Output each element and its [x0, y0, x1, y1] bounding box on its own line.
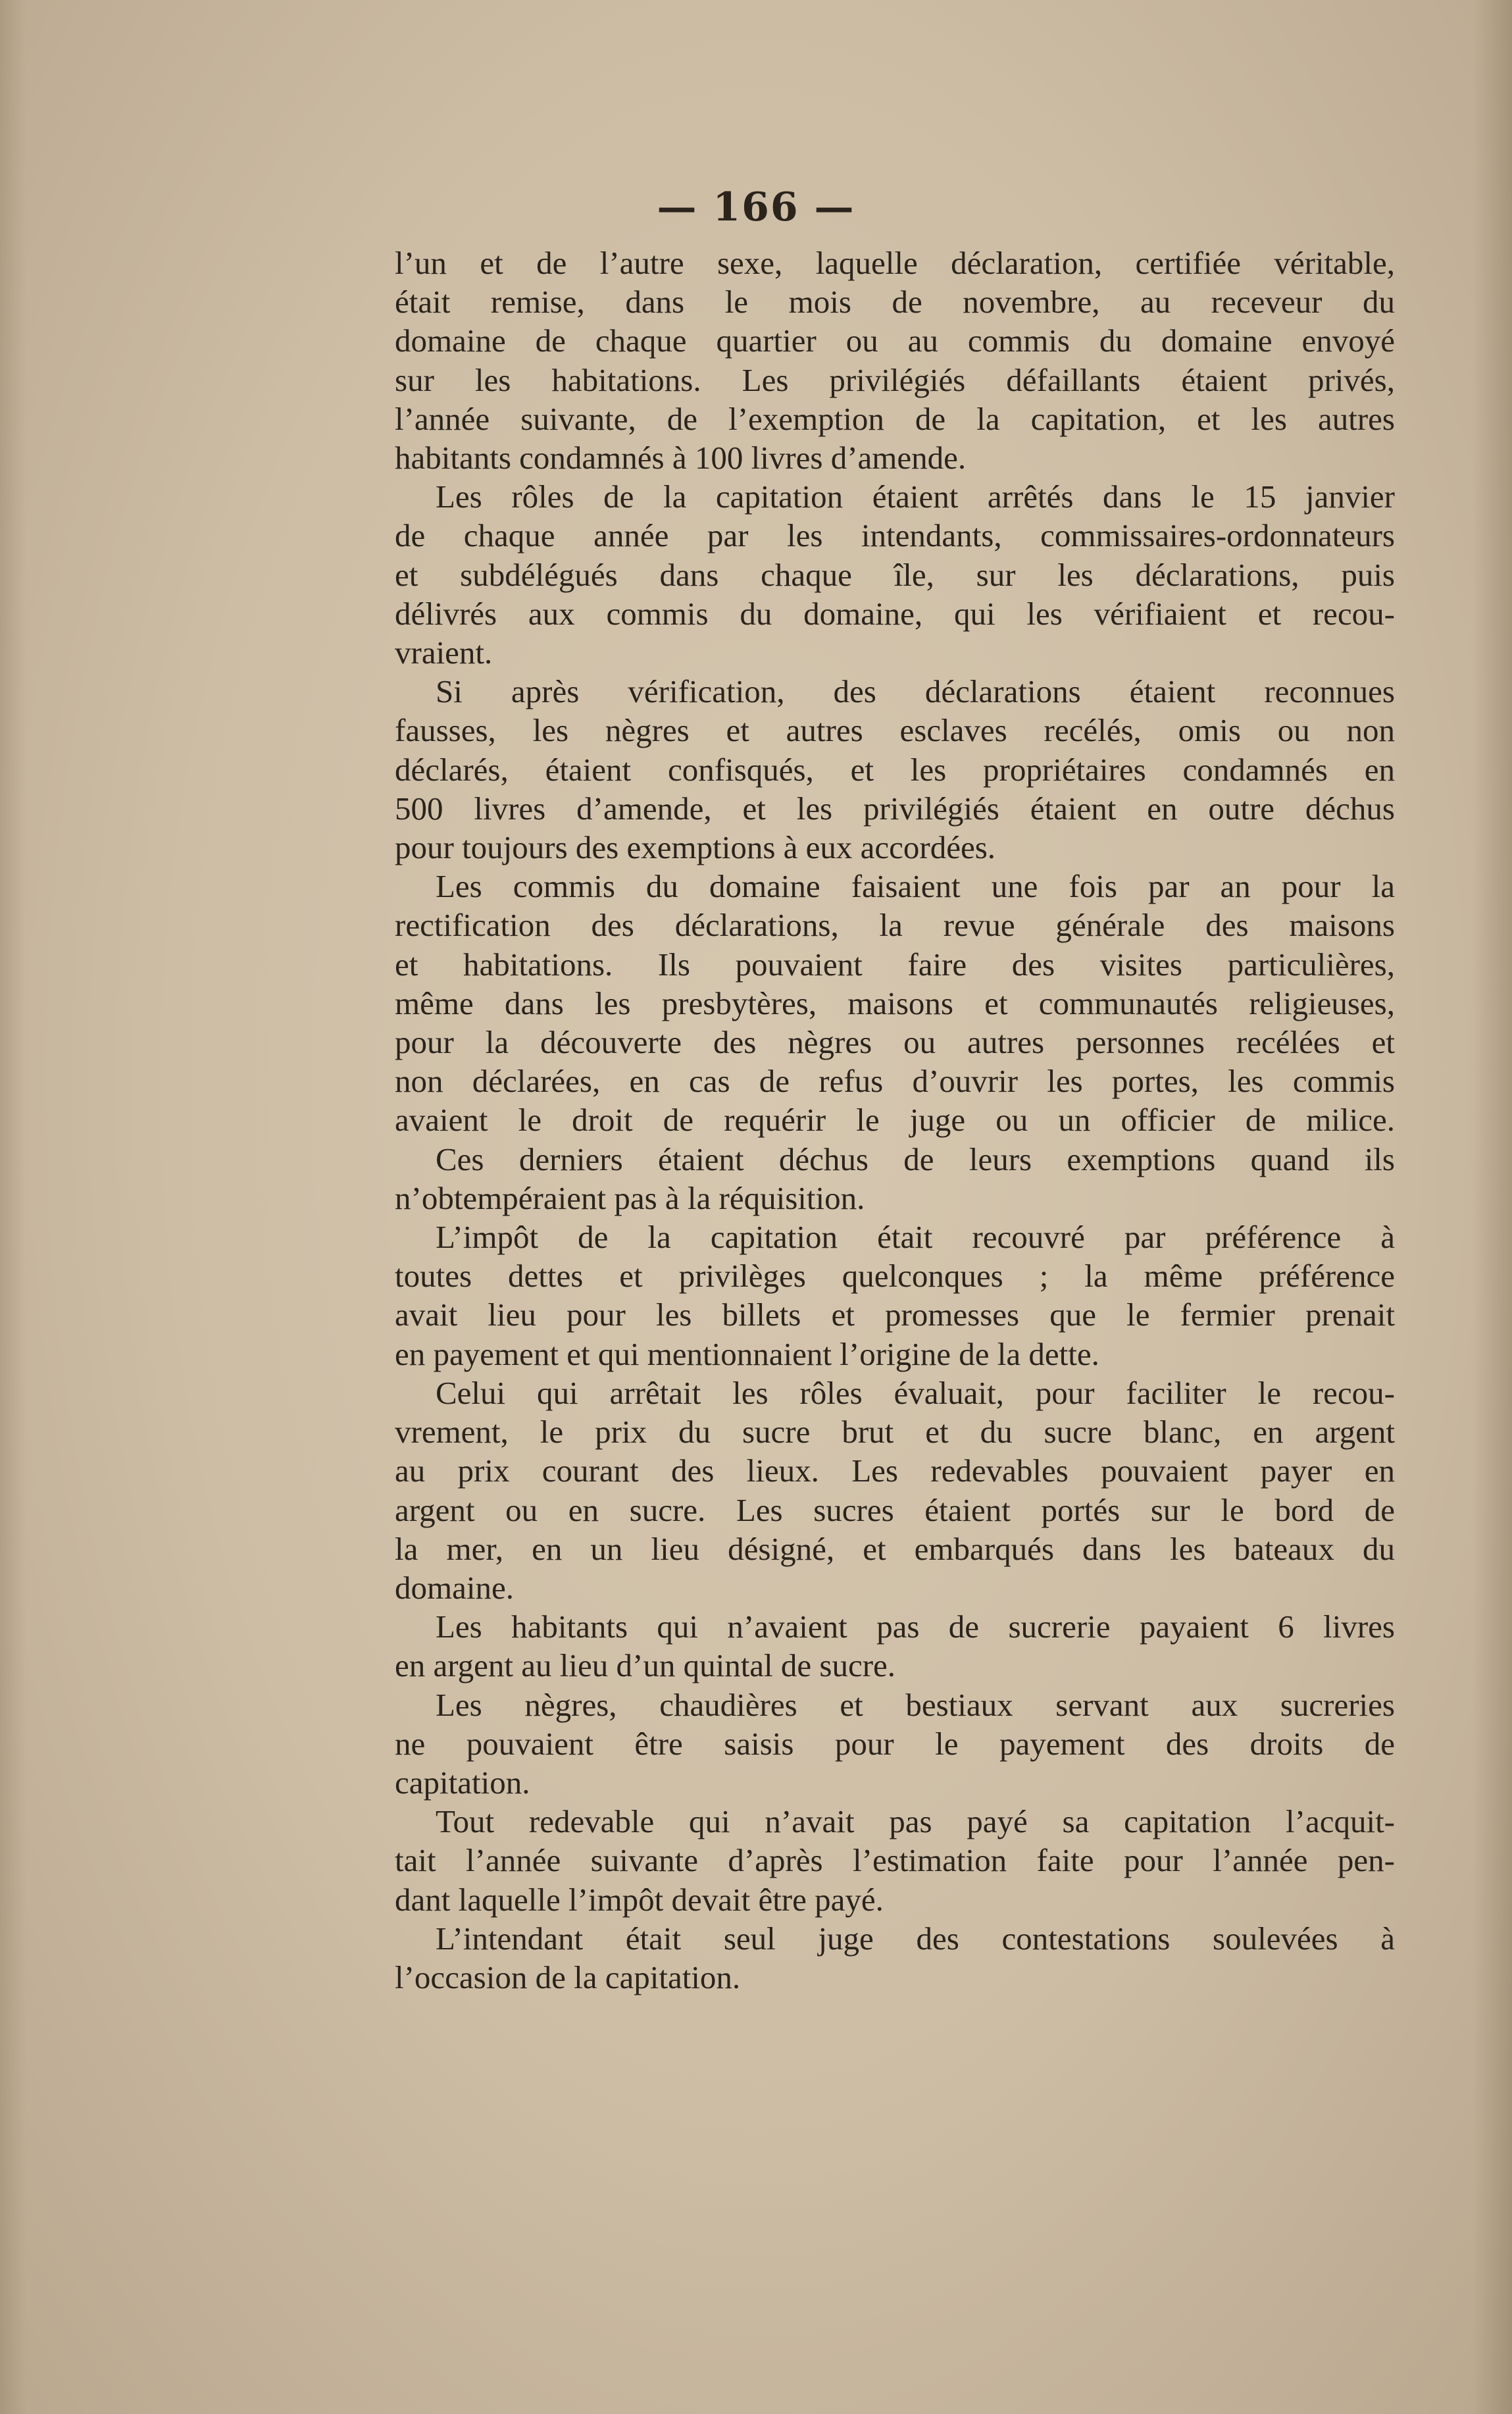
text-line: L’impôt de la capitation était recouvré par préférence à: [436, 1219, 1395, 1256]
text-line: et subdélégués dans chaque île, sur les déclarations, puis: [395, 556, 1395, 593]
text-line: l’un et de l’autre sexe, laquelle déclaration, certifiée véritable,: [395, 245, 1395, 281]
text-line: était remise, dans le mois de novembre, au receveur du: [395, 284, 1395, 321]
text-line: sur les habitations. Les privilégiés défaillants étaient privés,: [395, 361, 1395, 398]
text-line: et habitations. Ils pouvaient faire des visites particulières,: [395, 946, 1395, 983]
page-number: — 166 —: [657, 184, 855, 230]
text-line: Tout redevable qui n’avait pas payé sa capitation l’acquit-: [436, 1803, 1395, 1840]
text-line: non déclarées, en cas de refus d’ouvrir les portes, les commis: [395, 1063, 1395, 1100]
text-line: argent ou en sucre. Les sucres étaient portés sur le bord de: [395, 1491, 1395, 1528]
text-line: l’année suivante, de l’exemption de la capitation, et les autres: [395, 400, 1395, 437]
text-line: pour la découverte des nègres ou autres personnes recélées et: [395, 1024, 1395, 1061]
text-line: délivrés aux commis du domaine, qui les vérifiaient et recou-: [395, 595, 1395, 632]
text-line: Les habitants qui n’avaient pas de sucrerie payaient 6 livres: [436, 1608, 1395, 1645]
page-shadow-left: [0, 0, 26, 2414]
text-line: avait lieu pour les billets et promesses que le fermier prenait: [395, 1297, 1395, 1333]
text-line: Les nègres, chaudières et bestiaux servant aux sucreries: [436, 1686, 1395, 1723]
text-line: Les commis du domaine faisaient une fois par an pour la: [436, 868, 1395, 905]
text-line: domaine.: [395, 1569, 514, 1606]
text-line: l’occasion de la capitation.: [395, 1959, 741, 1995]
page-shadow-right: [1473, 0, 1512, 2414]
text-line: Si après vérification, des déclarations étaient reconnues: [436, 673, 1395, 710]
text-line: n’obtempéraient pas à la réquisition.: [395, 1179, 865, 1216]
text-line: L’intendant était seul juge des contestations soulevées à: [436, 1920, 1395, 1957]
text-line: 500 livres d’amende, et les privilégiés étaient en outre déchus: [395, 790, 1395, 827]
text-line: avaient le droit de requérir le juge ou un officier de milice.: [395, 1102, 1395, 1139]
text-line: fausses, les nègres et autres esclaves recélés, omis ou non: [395, 712, 1395, 749]
text-line: pour toujours des exemptions à eux accordées.: [395, 829, 996, 866]
text-line: la mer, en un lieu désigné, et embarqués dans les bateaux du: [395, 1530, 1395, 1567]
text-line: vrement, le prix du sucre brut et du sucre blanc, en argent: [395, 1414, 1395, 1451]
text-line: Les rôles de la capitation étaient arrêtés dans le 15 janvier: [436, 478, 1395, 515]
text-line: Celui qui arrêtait les rôles évaluait, pour faciliter le recou-: [436, 1374, 1395, 1411]
text-line: au prix courant des lieux. Les redevables pouvaient payer en: [395, 1452, 1395, 1489]
text-line: domaine de chaque quartier ou au commis du domaine envoyé: [395, 322, 1395, 359]
text-line: en payement et qui mentionnaient l’origine de la dette.: [395, 1335, 1099, 1372]
text-line: tait l’année suivante d’après l’estimation faite pour l’année pen-: [395, 1842, 1395, 1879]
text-line: vraient.: [395, 634, 493, 671]
text-line: en argent au lieu d’un quintal de sucre.: [395, 1647, 896, 1684]
text-line: capitation.: [395, 1764, 530, 1801]
text-line: ne pouvaient être saisis pour le payement des droits de: [395, 1725, 1395, 1762]
text-line: même dans les presbytères, maisons et communautés religieuses,: [395, 985, 1395, 1021]
text-line: Ces derniers étaient déchus de leurs exemptions quand ils: [436, 1141, 1395, 1177]
text-line: dant laquelle l’impôt devait être payé.: [395, 1881, 884, 1918]
body-text: [395, 244, 1395, 1997]
text-line: de chaque année par les intendants, commissaires-ordonnateurs: [395, 517, 1395, 554]
text-line: toutes dettes et privilèges quelconques ; la même préférence: [395, 1258, 1395, 1295]
text-line: déclarés, étaient confisqués, et les propriétaires condamnés en: [395, 751, 1395, 788]
text-line: habitants condamnés à 100 livres d’amende.: [395, 440, 967, 476]
text-line: rectification des déclarations, la revue générale des maisons: [395, 907, 1395, 944]
